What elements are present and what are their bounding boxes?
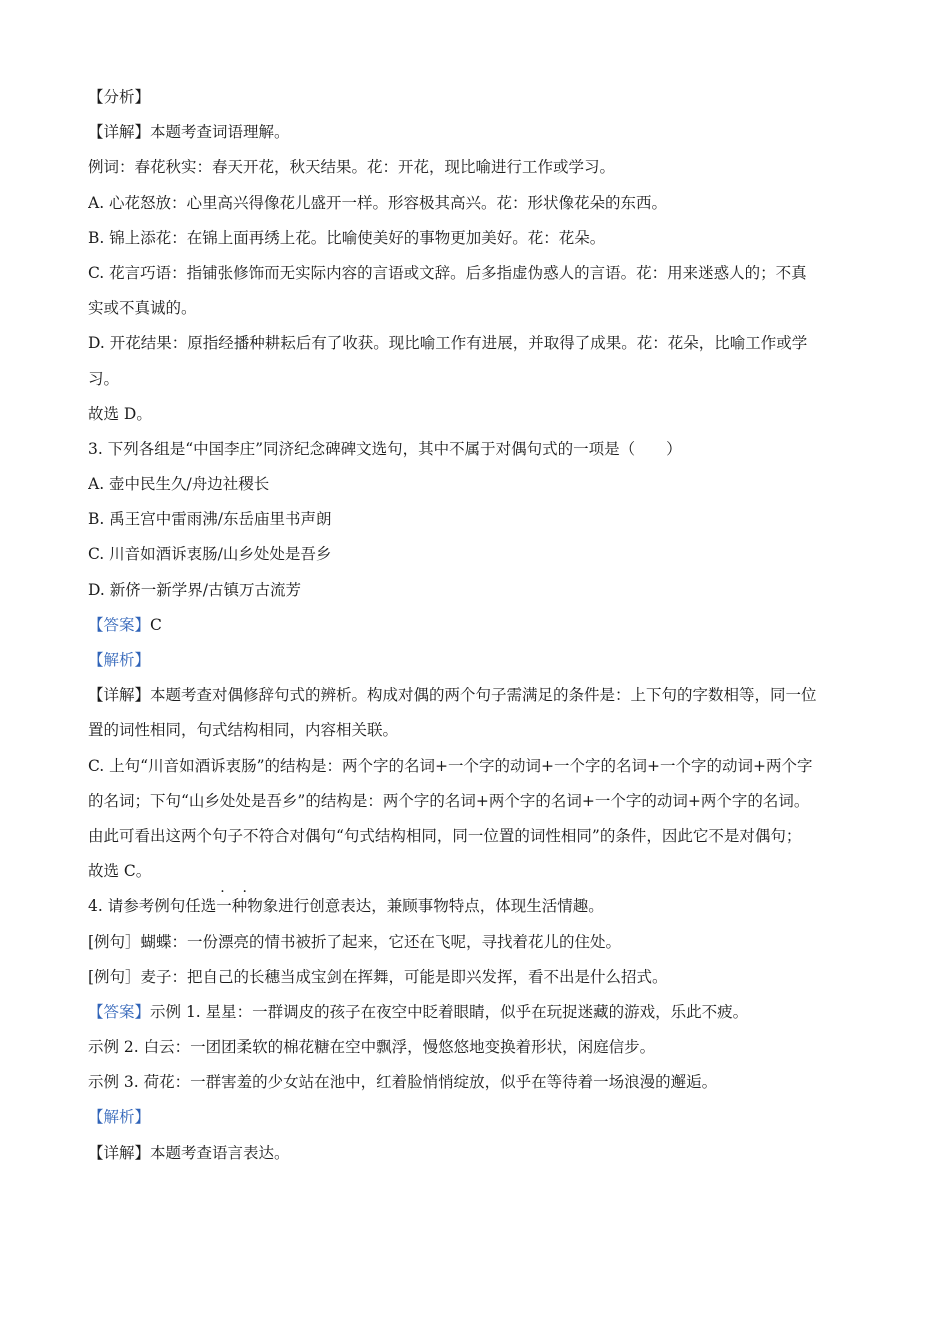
q3-detail-summary: 由此可看出这两个句子不符合对偶句“句式结构相同，同一位置的词性相同”的条件，因此它不是对偶句； [88, 826, 802, 845]
q4-answer-sample-2: 示例 2. 白云：一团团柔软的棉花糖在空中飘浮，慢悠悠地变换着形状，闲庭信步。 [88, 1038, 656, 1057]
option-d-explanation: D. 开花结果：原指经播种耕耘后有了收获。现比喻工作有进展，并取得了成果。花：花朵，比喻工作或学 [88, 334, 808, 353]
detail-label: 【详解】 [88, 686, 151, 705]
q4-answer-sample-3: 示例 3. 荷花：一群害羞的少女站在池中，红着脸悄悄绽放，似乎在等待着一场浪漫的邂逅。 [88, 1073, 718, 1092]
option-c-explanation-cont: 实或不真诚的。 [88, 299, 197, 318]
q3-detail-cont: 置的词性相同，句式结构相同，内容相关联。 [88, 721, 399, 740]
example-word-line: 例词：春花秋实：春天开花，秋天结果。花：开花，现比喻进行工作或学习。 [88, 158, 616, 177]
option-c-explanation: C. 花言巧语：指铺张修饰而无实际内容的言语或文辞。后多指虚伪惑人的言语。花：用来迷惑人的；不真 [88, 263, 807, 282]
q4-analysis-label: 【解析】 [88, 1108, 151, 1127]
option-a-explanation: A. 心花怒放：心里高兴得像花儿盛开一样。形容极其高兴。花：形状像花朵的东西。 [88, 193, 668, 212]
q3-option-d: D. 新侪一新学界/古镇万古流芳 [88, 580, 301, 599]
detail-text: 本题考查语言表达。 [150, 1143, 290, 1162]
detail-label: 【详解】 [88, 123, 151, 142]
q4-question-pre: 4. 请参考例句任选 [88, 897, 217, 916]
document-body [88, 80, 868, 1171]
answer-label: 【答案】 [88, 1002, 151, 1021]
answer-value: C [150, 615, 162, 634]
q4-example-2: [例句］麦子：把自己的长穗当成宝剑在挥舞，可能是即兴发挥，看不出是什么招式。 [88, 967, 668, 986]
option-d-explanation-cont: 习。 [88, 369, 120, 388]
answer-sample-1: 示例 1. 星星：一群调皮的孩子在夜空中眨着眼睛，似乎在玩捉迷藏的游戏，乐此不疲。 [150, 1002, 749, 1021]
detail-text: 本题考查词语理解。 [150, 123, 290, 142]
q3-detail-c-cont: 的名词；下句“山乡处处是吾乡”的结构是：两个字的名词+两个字的名词+一个字的动词+两个字的名词。 [88, 791, 810, 810]
detail-line [88, 115, 868, 150]
q3-conclusion: 故选 C。 [88, 862, 152, 881]
q4-question [88, 889, 868, 924]
q4-detail-line [88, 1136, 868, 1171]
q4-answer-line [88, 995, 868, 1030]
q3-detail-c: C. 上句“川音如酒诉衷肠”的结构是：两个字的名词+一个字的动词+一个字的名词+一个字的动词+两个字 [88, 756, 813, 775]
analysis-heading: 【分析】 [88, 88, 151, 106]
q3-detail-line [88, 678, 868, 713]
detail-label: 【详解】 [88, 1143, 151, 1162]
q3-question: 3. 下列各组是“中国李庄”同济纪念碑碑文选句，其中不属于对偶句式的一项是（ ） [88, 439, 682, 458]
option-b-explanation: B. 锦上添花：在锦上面再绣上花。比喻使美好的事物更加美好。花：花朵。 [88, 228, 606, 247]
detail-text: 本题考查对偶修辞句式的辨析。构成对偶的两个句子需满足的条件是：上下句的字数相等，同一位 [150, 686, 817, 705]
q3-option-a: A. 壶中民生久/舟边社稷长 [88, 475, 270, 494]
q3-option-c: C. 川音如酒诉衷肠/山乡处处是吾乡 [88, 545, 332, 564]
q2-conclusion: 故选 D。 [88, 404, 152, 423]
q4-question-post: 物象进行创意表达，兼顾事物特点，体现生活情趣。 [247, 897, 604, 916]
emphasized-text: · · 一种 [216, 889, 247, 924]
q4-example-1: [例句］蝴蝶：一份漂亮的情书被折了起来，它还在飞呢，寻找着花儿的住处。 [88, 932, 622, 951]
q3-option-b: B. 禹王宫中雷雨沸/东岳庙里书声朗 [88, 510, 332, 529]
q3-analysis-label: 【解析】 [88, 651, 151, 669]
q3-answer-line [88, 608, 868, 643]
answer-label: 【答案】 [88, 615, 151, 634]
